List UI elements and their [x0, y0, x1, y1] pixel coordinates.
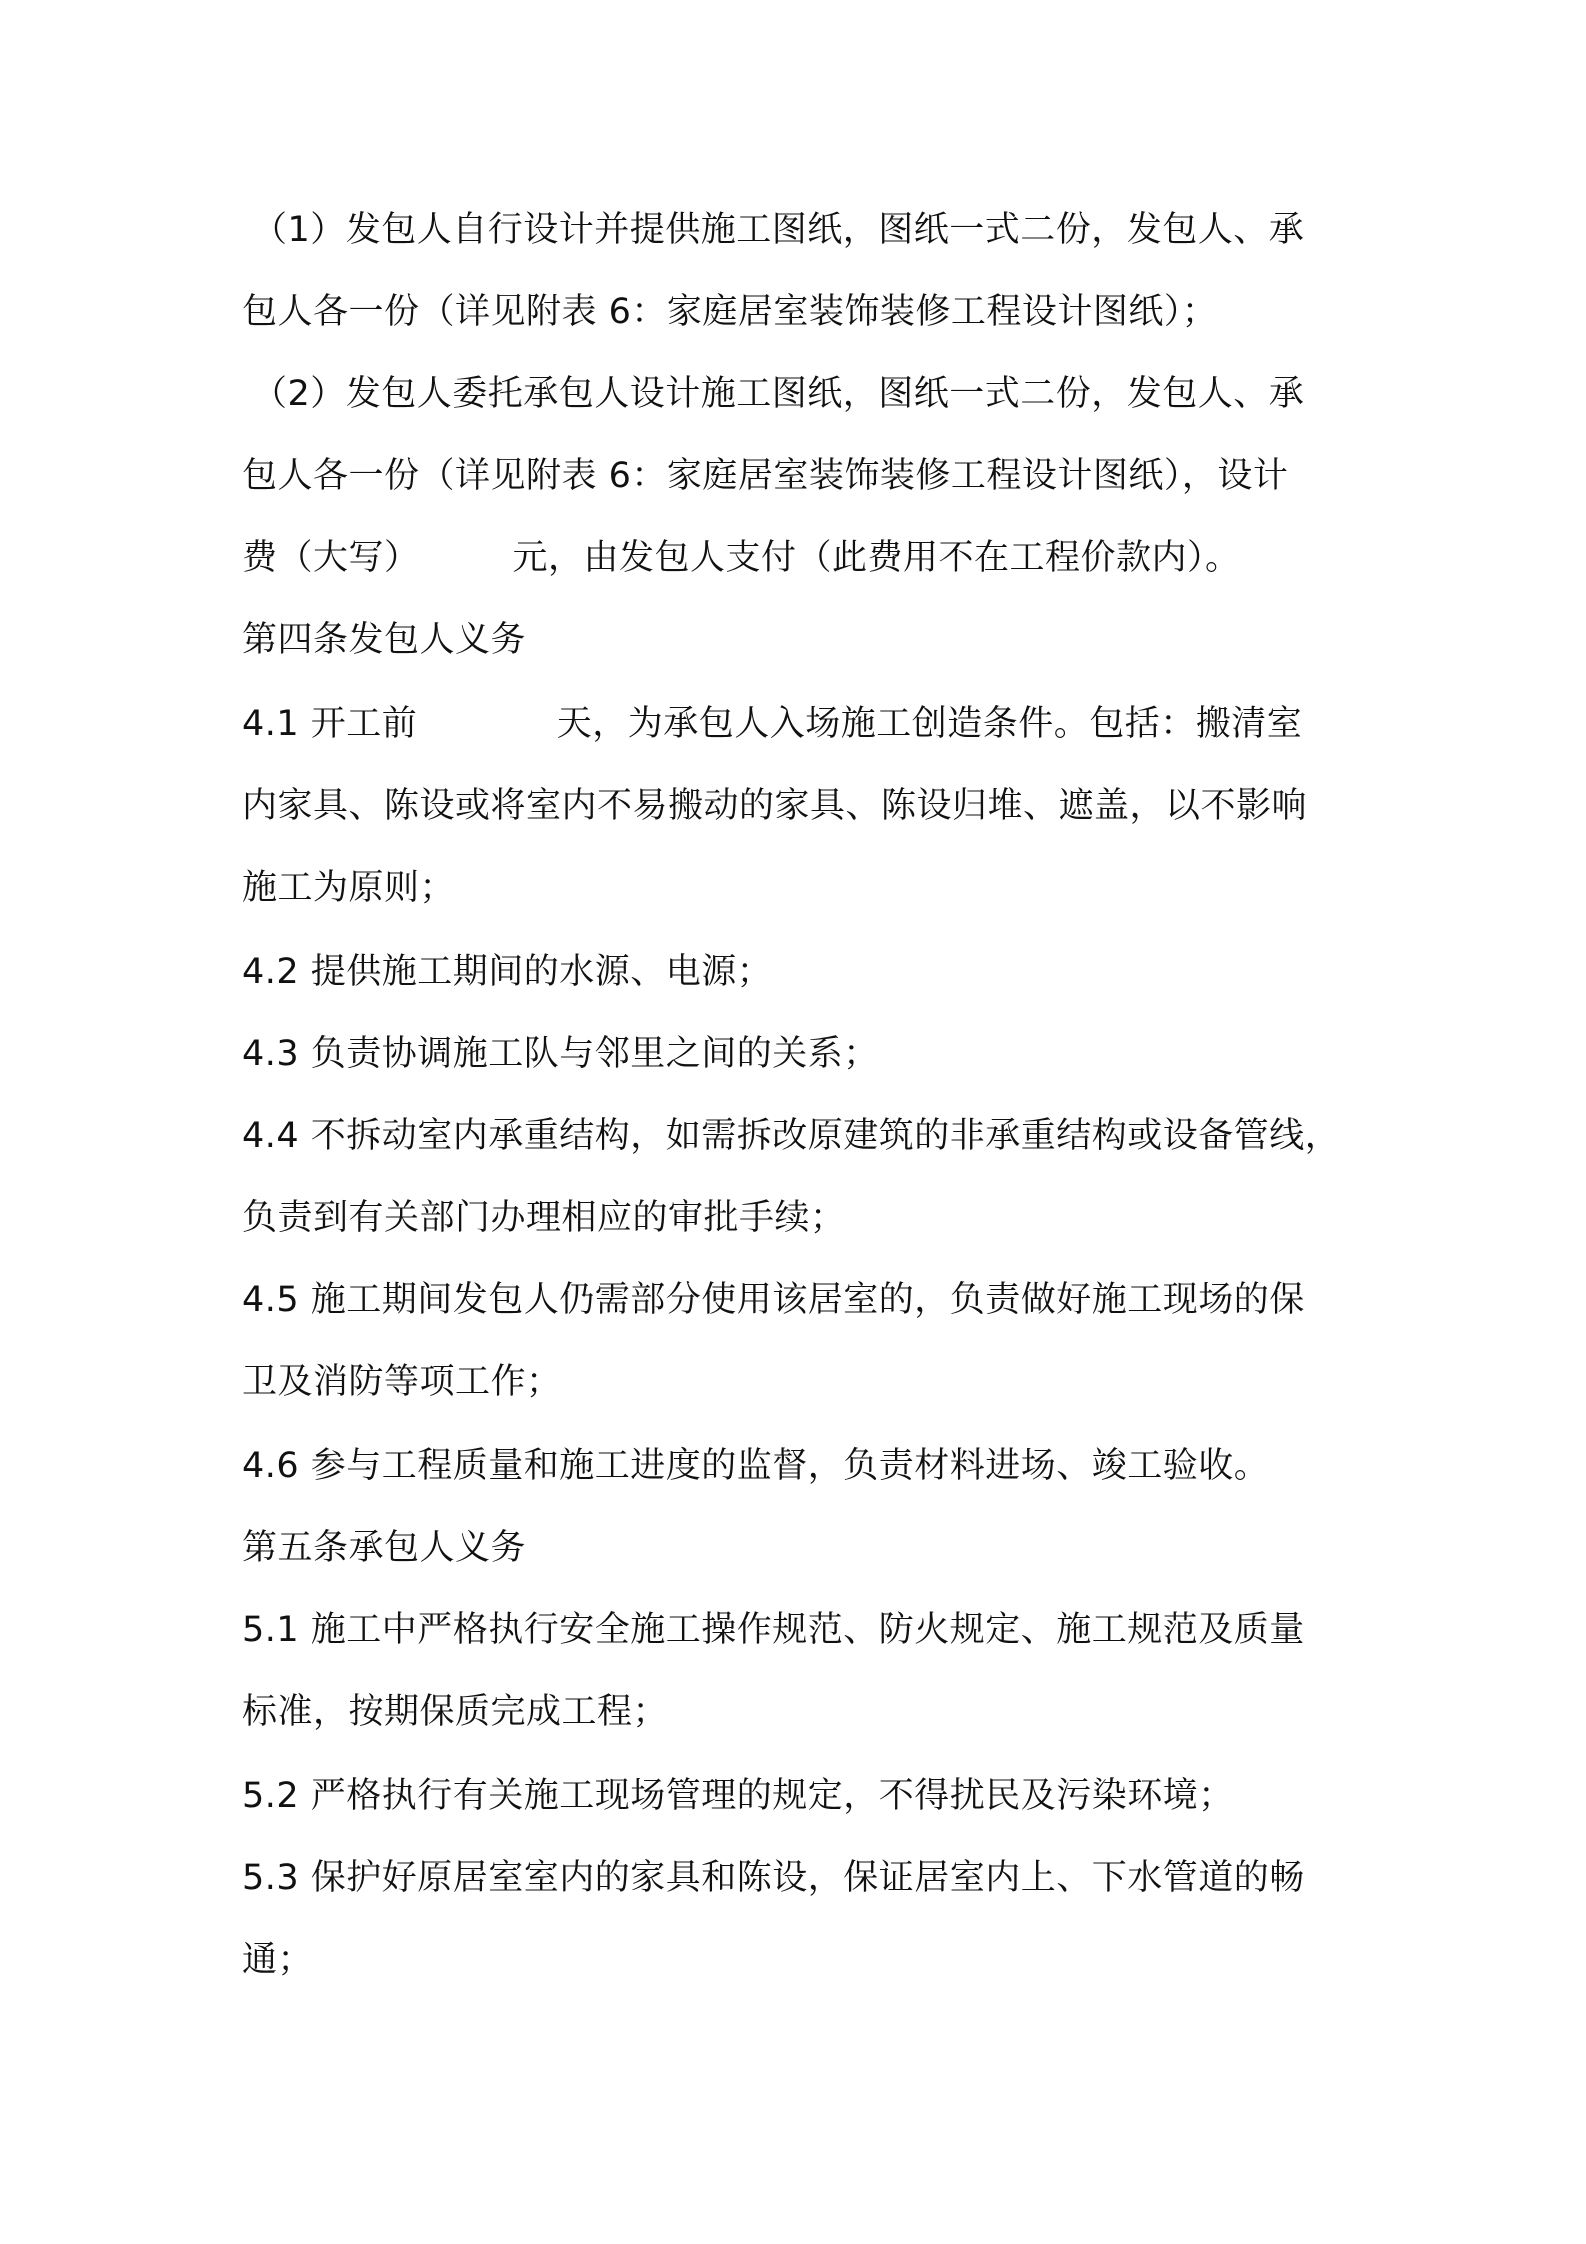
clause-4-4-line-2: 负责到有关部门办理相应的审批手续；: [242, 1198, 846, 1238]
clause-5-3-line-1: 5.3 保护好原居室室内的家具和陈设，保证居室内上、下水管道的畅: [242, 1858, 1305, 1898]
clause-4-6: 4.6 参与工程质量和施工进度的监督，负责材料进场、竣工验收。: [242, 1446, 1270, 1486]
clause-4-2: 4.2 提供施工期间的水源、电源；: [242, 952, 773, 992]
clause-5-3-line-2: 通；: [242, 1940, 314, 1980]
clause-4-1-line-2: 内家具、陈设或将室内不易搬动的家具、陈设归堆、遮盖，以不影响: [242, 786, 1308, 826]
clause-5-2: 5.2 严格执行有关施工现场管理的规定，不得扰民及污染环境；: [242, 1776, 1234, 1816]
clause-4-3: 4.3 负责协调施工队与邻里之间的关系；: [242, 1034, 879, 1074]
clause-3-design-option-2-line-3: 费（大写） 元，由发包人支付（此费用不在工程价款内）。: [242, 538, 1241, 578]
article-5-heading: 第五条承包人义务: [242, 1528, 527, 1568]
clause-4-1-line-3: 施工为原则；: [242, 868, 456, 908]
clause-3-design-option-2-line-2: 包人各一份（详见附表 6：家庭居室装饰装修工程设计图纸），设计: [242, 456, 1289, 496]
clause-3-design-option-2-line-1: （2）发包人委托承包人设计施工图纸，图纸一式二份，发包人、承: [252, 374, 1305, 414]
clause-3-design-option-1-line-2: 包人各一份（详见附表 6：家庭居室装饰装修工程设计图纸）；: [242, 292, 1218, 332]
clause-4-4-line-1: 4.4 不拆动室内承重结构，如需拆改原建筑的非承重结构或设备管线，: [242, 1116, 1341, 1156]
clause-3-design-option-1-line-1: （1）发包人自行设计并提供施工图纸，图纸一式二份，发包人、承: [252, 210, 1305, 250]
clause-4-5-line-1: 4.5 施工期间发包人仍需部分使用该居室的，负责做好施工现场的保: [242, 1280, 1305, 1320]
clause-5-1-line-1: 5.1 施工中严格执行安全施工操作规范、防火规定、施工规范及质量: [242, 1610, 1305, 1650]
clause-4-1-line-1: 4.1 开工前 天，为承包人入场施工创造条件。包括：搬清室: [242, 704, 1303, 744]
article-4-heading: 第四条发包人义务: [242, 620, 527, 660]
clause-5-1-line-2: 标准，按期保质完成工程；: [242, 1692, 669, 1732]
clause-4-5-line-2: 卫及消防等项工作；: [242, 1362, 562, 1402]
